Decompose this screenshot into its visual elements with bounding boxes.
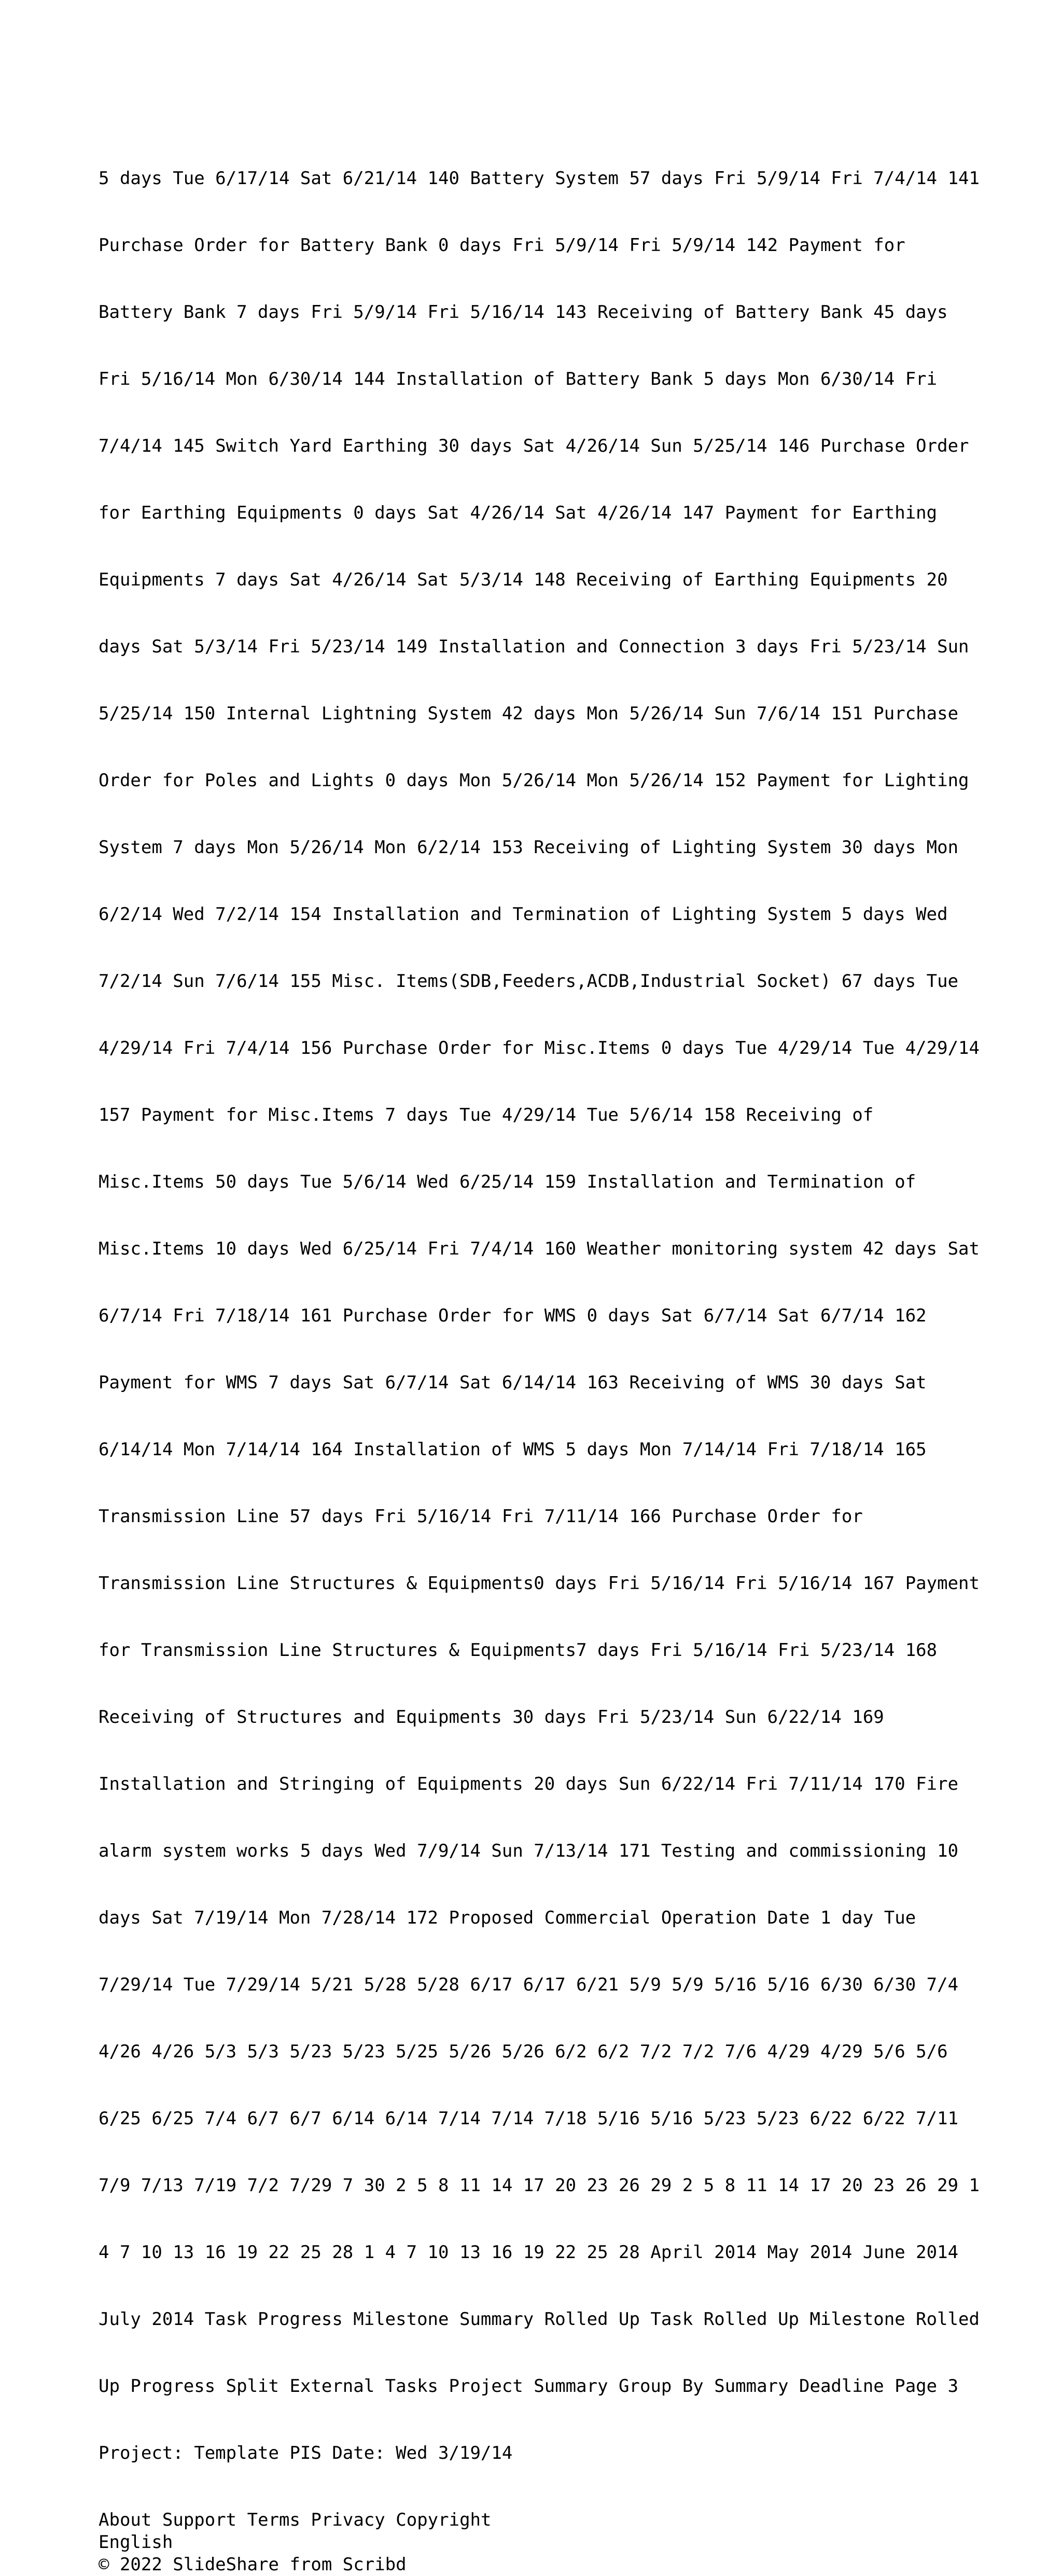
text-line: Misc.Items 10 days Wed 6/25/14 Fri 7/4/14 160 Weather monitoring system 42 days Sat [99,1238,980,1259]
page-content [99,123,980,2576]
text-line: System 7 days Mon 5/26/14 Mon 6/2/14 153 Receiving of Lighting System 30 days Mon [99,837,959,858]
text-line: Battery Bank 7 days Fri 5/9/14 Fri 5/16/14 143 Receiving of Battery Bank 45 days [99,302,948,323]
text-line: Up Progress Split External Tasks Project Summary Group By Summary Deadline Page 3 [99,2376,959,2397]
text-line: Purchase Order for Battery Bank 0 days Fri 5/9/14 Fri 5/9/14 142 Payment for [99,235,905,256]
text-line: July 2014 Task Progress Milestone Summary Rolled Up Task Rolled Up Milestone Rolled [99,2309,980,2330]
text-line: 6/25 6/25 7/4 6/7 6/7 6/14 6/14 7/14 7/14 7/18 5/16 5/16 5/23 5/23 6/22 6/22 7/11 [99,2108,959,2129]
text-line: Payment for WMS 7 days Sat 6/7/14 Sat 6/14/14 163 Receiving of WMS 30 days Sat [99,1372,927,1393]
text-line: Misc.Items 50 days Tue 5/6/14 Wed 6/25/14 159 Installation and Termination of [99,1172,916,1192]
text-line: Project: Template PIS Date: Wed 3/19/14 [99,2443,513,2463]
text-line: Receiving of Structures and Equipments 30 days Fri 5/23/14 Sun 6/22/14 169 [99,1707,884,1728]
footer-link-support[interactable]: Support [162,2510,237,2530]
text-line: 6/14/14 Mon 7/14/14 164 Installation of WMS 5 days Mon 7/14/14 Fri 7/18/14 165 [99,1439,927,1460]
text-line: Installation and Stringing of Equipments 20 days Sun 6/22/14 Fri 7/11/14 170 Fire [99,1774,959,1794]
text-line: days Sat 5/3/14 Fri 5/23/14 149 Installation and Connection 3 days Fri 5/23/14 Sun [99,636,969,657]
language-selector[interactable]: English [99,2532,173,2553]
text-line: 5 days Tue 6/17/14 Sat 6/21/14 140 Battery System 57 days Fri 5/9/14 Fri 7/4/14 141 [99,168,980,189]
text-line: 4/26 4/26 5/3 5/3 5/23 5/23 5/25 5/26 5/26 6/2 6/2 7/2 7/2 7/6 4/29 4/29 5/6 5/6 [99,2041,948,2062]
site-footer [99,2509,970,2576]
text-line: alarm system works 5 days Wed 7/9/14 Sun 7/13/14 171 Testing and commissioning 10 [99,1841,959,1861]
text-line: 6/7/14 Fri 7/18/14 161 Purchase Order for WMS 0 days Sat 6/7/14 Sat 6/7/14 162 [99,1305,927,1326]
footer-link-copyright[interactable]: Copyright [396,2510,492,2530]
text-line: Transmission Line 57 days Fri 5/16/14 Fri 7/11/14 166 Purchase Order for [99,1506,863,1527]
text-line: days Sat 7/19/14 Mon 7/28/14 172 Proposed Commercial Operation Date 1 day Tue [99,1907,916,1928]
text-line: 4 7 10 13 16 19 22 25 28 1 4 7 10 13 16 19 22 25 28 April 2014 May 2014 June 2014 [99,2242,959,2263]
text-line: Fri 5/16/14 Mon 6/30/14 144 Installation of Battery Bank 5 days Mon 6/30/14 Fri [99,369,938,389]
copyright-notice: © 2022 SlideShare from Scribd [99,2554,407,2575]
text-line: Order for Poles and Lights 0 days Mon 5/26/14 Mon 5/26/14 152 Payment for Lighting [99,770,969,791]
footer-link-terms[interactable]: Terms [247,2510,300,2530]
footer-link-about[interactable]: About [99,2510,152,2530]
text-line: 5/25/14 150 Internal Lightning System 42 days Mon 5/26/14 Sun 7/6/14 151 Purchase [99,703,959,724]
text-line: for Transmission Line Structures & Equipments7 days Fri 5/16/14 Fri 5/23/14 168 [99,1640,938,1661]
footer-link-privacy[interactable]: Privacy [311,2510,385,2530]
text-line: 6/2/14 Wed 7/2/14 154 Installation and Termination of Lighting System 5 days Wed [99,904,948,925]
text-line: 7/2/14 Sun 7/6/14 155 Misc. Items(SDB,Feeders,ACDB,Industrial Socket) 67 days Tue [99,971,959,992]
text-line: for Earthing Equipments 0 days Sat 4/26/14 Sat 4/26/14 147 Payment for Earthing [99,503,938,523]
text-line: Equipments 7 days Sat 4/26/14 Sat 5/3/14 148 Receiving of Earthing Equipments 20 [99,569,948,590]
text-line: Transmission Line Structures & Equipments0 days Fri 5/16/14 Fri 5/16/14 167 Payment [99,1573,980,1594]
text-line: 4/29/14 Fri 7/4/14 156 Purchase Order for Misc.Items 0 days Tue 4/29/14 Tue 4/29/14 [99,1038,980,1059]
text-line: 7/9 7/13 7/19 7/2 7/29 7 30 2 5 8 11 14 17 20 23 26 29 2 5 8 11 14 17 20 23 26 29 1 [99,2175,980,2196]
text-line: 7/4/14 145 Switch Yard Earthing 30 days Sat 4/26/14 Sun 5/25/14 146 Purchase Order [99,436,969,456]
text-line: 7/29/14 Tue 7/29/14 5/21 5/28 5/28 6/17 6/17 6/21 5/9 5/9 5/16 5/16 6/30 6/30 7/4 [99,1974,959,1995]
footer-links [99,2509,970,2531]
text-line: 157 Payment for Misc.Items 7 days Tue 4/29/14 Tue 5/6/14 158 Receiving of [99,1105,874,1125]
document-text [99,123,980,2509]
